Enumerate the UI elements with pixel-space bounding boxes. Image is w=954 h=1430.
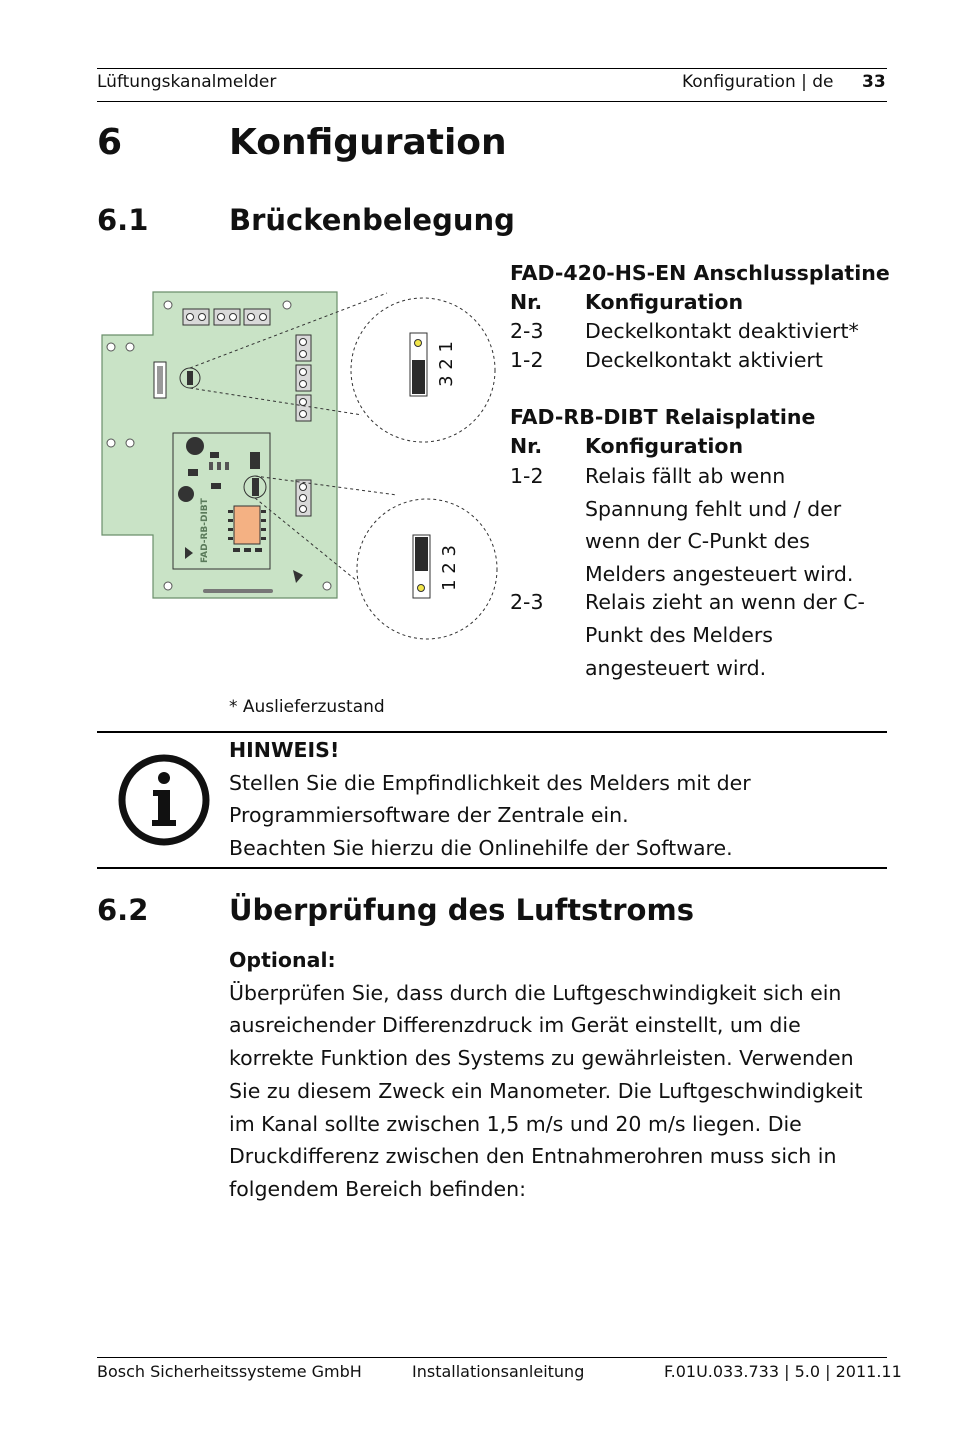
section-title: Konfiguration [229,122,507,163]
cell-konfiguration: Relais fällt ab wenn Spannung fehlt und / der wenn der C-Punkt des Melders angesteuert wird. [585,464,854,586]
jumper-pin-label-bottom: 1 2 3 [439,545,460,591]
notice-line: Beachten Sie hierzu die Onlinehilfe der Software. [229,835,733,860]
table-row [510,460,875,590]
footnote: * Auslieferzustand [229,697,385,717]
footer-rule [97,1357,887,1358]
notice-top-rule [97,731,887,733]
paragraph-line: Sie zu diesem Zweck ein Manometer. Die Luftgeschwindigkeit [229,1078,863,1103]
paragraph-line: Überprüfen Sie, dass durch die Luftgeschwindigkeit sich ein [229,980,842,1005]
page-number: 33 [862,72,886,92]
cell-konfiguration: Relais zieht an wenn der C-Punkt des Melders angesteuert wird. [585,590,865,680]
table-row [510,346,890,375]
cell-nr: 2-3 [510,319,544,343]
paragraph-line: Druckdifferenz zwischen den Entnahmerohren muss sich in [229,1144,837,1169]
subsection-title: Brückenbelegung [229,203,515,237]
table-title: FAD-420-HS-EN Anschlussplatine [510,261,890,285]
board-label: FAD-RB-DIBT [200,498,210,563]
jumper-pin-label-top: 3 2 1 [436,341,457,387]
cell-nr: 2-3 [510,590,544,615]
notice-bottom-rule [97,867,887,869]
col-konfiguration: Konfiguration [585,434,744,458]
cell-nr: 1-2 [510,348,544,372]
optional-label: Optional: [229,948,336,972]
section-number: 6 [97,122,123,163]
paragraph-line: ausreichender Differenzdruck im Gerät einstellt, um die [229,1013,801,1038]
jumper-table-relaisplatine [510,403,875,684]
table-title: FAD-RB-DIBT Relaisplatine [510,405,816,429]
subsection-number: 6.2 [97,893,149,927]
jumper-table-anschlussplatine [510,259,890,375]
notice-line: Programmiersoftware der Zentrale ein. [229,803,629,827]
running-header-title: Lüftungskanalmelder [97,72,277,92]
notice-title: HINWEIS! [229,738,340,762]
table-row [510,586,875,684]
footer-company: Bosch Sicherheitssysteme GmbH [97,1362,362,1381]
subsection-title: Überprüfung des Luftstroms [229,893,694,927]
cell-konfiguration: Deckelkontakt deaktiviert* [585,319,859,343]
info-icon [116,752,212,848]
section-body [229,944,879,1206]
subsection-number: 6.1 [97,203,149,237]
running-header-section: Konfiguration | de [682,72,834,92]
col-nr: Nr. [510,290,543,314]
jumper-figure [97,285,507,645]
notice-text [229,734,751,864]
table-header-row [510,432,875,461]
cell-nr: 1-2 [510,464,544,488]
paragraph-line: im Kanal sollte zwischen 1,5 m/s und 20 m/s liegen. Die [229,1111,802,1136]
footer-doc-type: Installationsanleitung [412,1362,585,1381]
table-header-row [510,288,890,317]
footer-doc-ref: F.01U.033.733 | 5.0 | 2011.11 [664,1362,902,1381]
paragraph-line: korrekte Funktion des Systems zu gewährleisten. Verwenden [229,1046,854,1071]
col-konfiguration: Konfiguration [585,290,744,314]
table-row [510,317,890,346]
cell-konfiguration: Deckelkontakt aktiviert [585,348,823,372]
header-top-rule [97,68,887,69]
col-nr: Nr. [510,434,543,458]
paragraph-line: folgendem Bereich befinden: [229,1176,526,1201]
header-bottom-rule [97,101,887,102]
notice-line: Stellen Sie die Empfindlichkeit des Melders mit der [229,770,751,795]
